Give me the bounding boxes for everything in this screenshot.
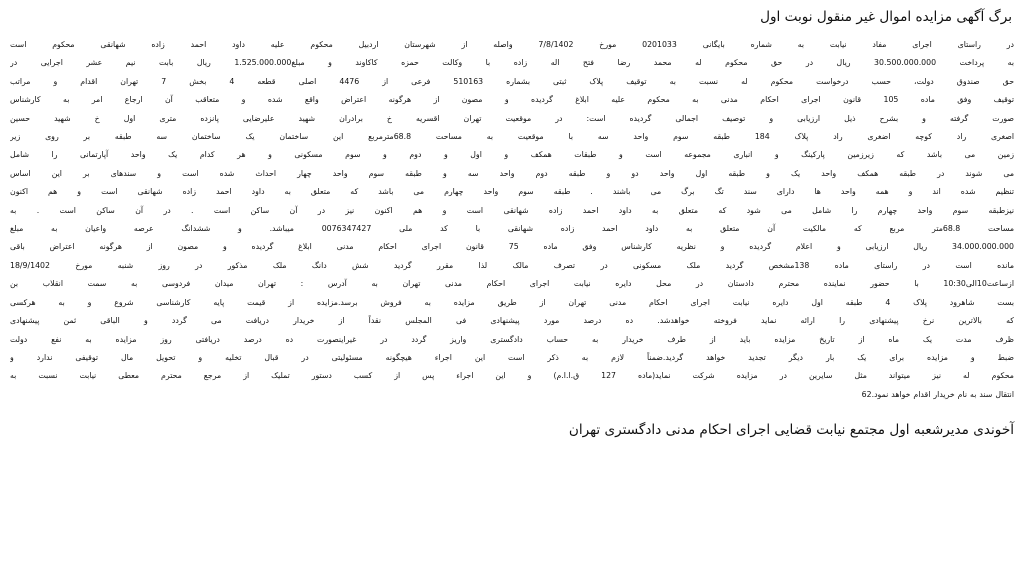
- body-line: زمین می باشد که زیرزمین پارکینگ و انباری مجموعه است و طبقات همکف و اول و دوم و سوم مسکونی و هر کدام یک واحد آپارتمانی را شامل: [10, 150, 1014, 160]
- notice-title: برگ آگهی مزایده اموال غیر منقول نوبت اول: [760, 9, 1012, 25]
- body-line: تنظیم شده اند و همه واحد ها دارای سند تگ برگ می باشند . طبقه سوم واحد چهارم می باشد که متعلق به داود احمد زاده شهانقی است و هم اکنون: [10, 187, 1014, 197]
- signature: آخوندی مدیرشعبه اول مجتمع نیابت قضایی اجرای احکام مدنی دادگستری تهران: [568, 422, 1014, 439]
- body-line: مساحت 68.8متر مربع که مالکیت آن متعلق به داود احمد زاده شهانقی با کد ملی 0076347427 میباشد. و ششدانگ عرصه واعیان به مبلغ: [10, 224, 1014, 234]
- body-line: به پرداخت 30.500.000.000 ریال در حق محکوم له محمد رضا فتح اله زاده با وکالت حمزه کاکاوند و مبلغ1.525.000.000 ریال بابت نیم عشر اجرایی در: [10, 58, 1014, 68]
- body-line: 34.000.000.000 ریال ارزیابی و اعلام گردیده و نظریه کارشناس وفق ماده 75 قانون اجرای احکام مدنی ابلاغ گردیده و مصون از هرگونه اعتراض باقی: [10, 242, 1014, 252]
- body-line: مانده است در راستای ماده 138مشخص گردید ملک مسکونی در تصرف مالک لذا مقرر گردید شش دانگ ملک مذکور در روز شنبه مورخ 18/9/1402: [10, 260, 1014, 270]
- body-line: محکوم له نیز میتواند مثل سایرین در مزایده شرکت نماید(ماده 127 ق.ا.ا.م) و این اجراء پس از کسب دستور تملیک از مرجع محترم معطی نیابت نسبت به: [10, 371, 1014, 381]
- body-line: صورت گرفته و بشرح ذیل ارزیابی و توصیف اجمالی گردیده است: در موقعیت تهران اقسریه خ برادران شهید علیرضایی پانزده متری اول خ شهید حسین: [10, 113, 1014, 123]
- notice-body: [10, 36, 1014, 404]
- body-line: که بالاترین نرخ پیشنهادی را ارائه نماید فروخته خواهدشد. ده درصد مورد پیشنهادی فی المجلس نقداً از خریدار دریافت می گردد و الباقی ثمن پیشنهادی: [10, 316, 1014, 326]
- body-line: اصغری راد کوچه اضغری راد پلاک 184 طبقه سوم واحد سه با موقعیت به مساحت 68.8مترمربع این ساختمان یک ساختمان سه طبقه بر روی زیر: [10, 132, 1014, 142]
- body-line: ضبط و مزایده برای یک بار دیگر تجدید خواهد گردید.ضمناً لازم به ذکر است این اجراء هیچگونه مسئولیتی در قبال تخلیه و تحویل مال توقیفی ندارد و: [10, 352, 1014, 362]
- body-line: ظرف مدت یک ماه از تاریخ مزایده باید از طرف خریدار به حساب دادگستری واریز گردد در غیراینصورت ده درصد دریافتی روز مزایده به نفع دولت: [10, 334, 1014, 344]
- body-line: بست شاهرود پلاک 4 طبقه اول دایره نیابت اجرای احکام مدنی تهران از طریق مزایده به فروش برسد.مزایده از قیمت پایه کارشناسی شروع و به هرکسی: [10, 297, 1014, 307]
- body-line: حق صندوق دولت، حسب درخواست محکوم له نسبت به توقیف پلاک ثبتی بشماره 510163 فرعی از 4476 اصلی قطعه 4 بخش 7 تهران اقدام و مراتب: [10, 76, 1014, 86]
- body-line: توقیف وفق ماده 105 قانون اجرای احکام مدنی به محکوم علیه ابلاغ گردیده و مصون از هرگونه اعتراض واقع شده و متعاقب آن ارجاع امر به کارشناس: [10, 95, 1014, 105]
- body-line: در راستای اجرای مفاد نیابت به شماره بایگانی 0201033 مورخ 7/8/1402 واصله از شهرستان اردبیل محکوم علیه داود احمد زاده شهانقی محکوم است: [10, 40, 1014, 49]
- body-line: انتقال سند به نام خریدار اقدام خواهد نمود.62: [861, 389, 1014, 399]
- body-line: نیزطبقه سوم واحد چهارم را شامل می شود که متعلق به داود احمد زاده شهانقی است و هم اکنون نیز در آن ساکن است . در آن ساکن است . به: [10, 205, 1014, 215]
- body-line: ازساعت10الی10:30 با حضور نماینده محترم دادستان در محل دایره نیابت اجرای احکام مدنی تهران به آدرس : تهران میدان فردوسی به سمت انقلاب بن: [10, 279, 1014, 289]
- body-line: می شوند در طبقه همکف واحد یک و طبقه اول واحد دو و طبقه دوم واحد سه و طبقه سوم واحد چهار احداث شده است و سندهای بر این اساس: [10, 168, 1014, 178]
